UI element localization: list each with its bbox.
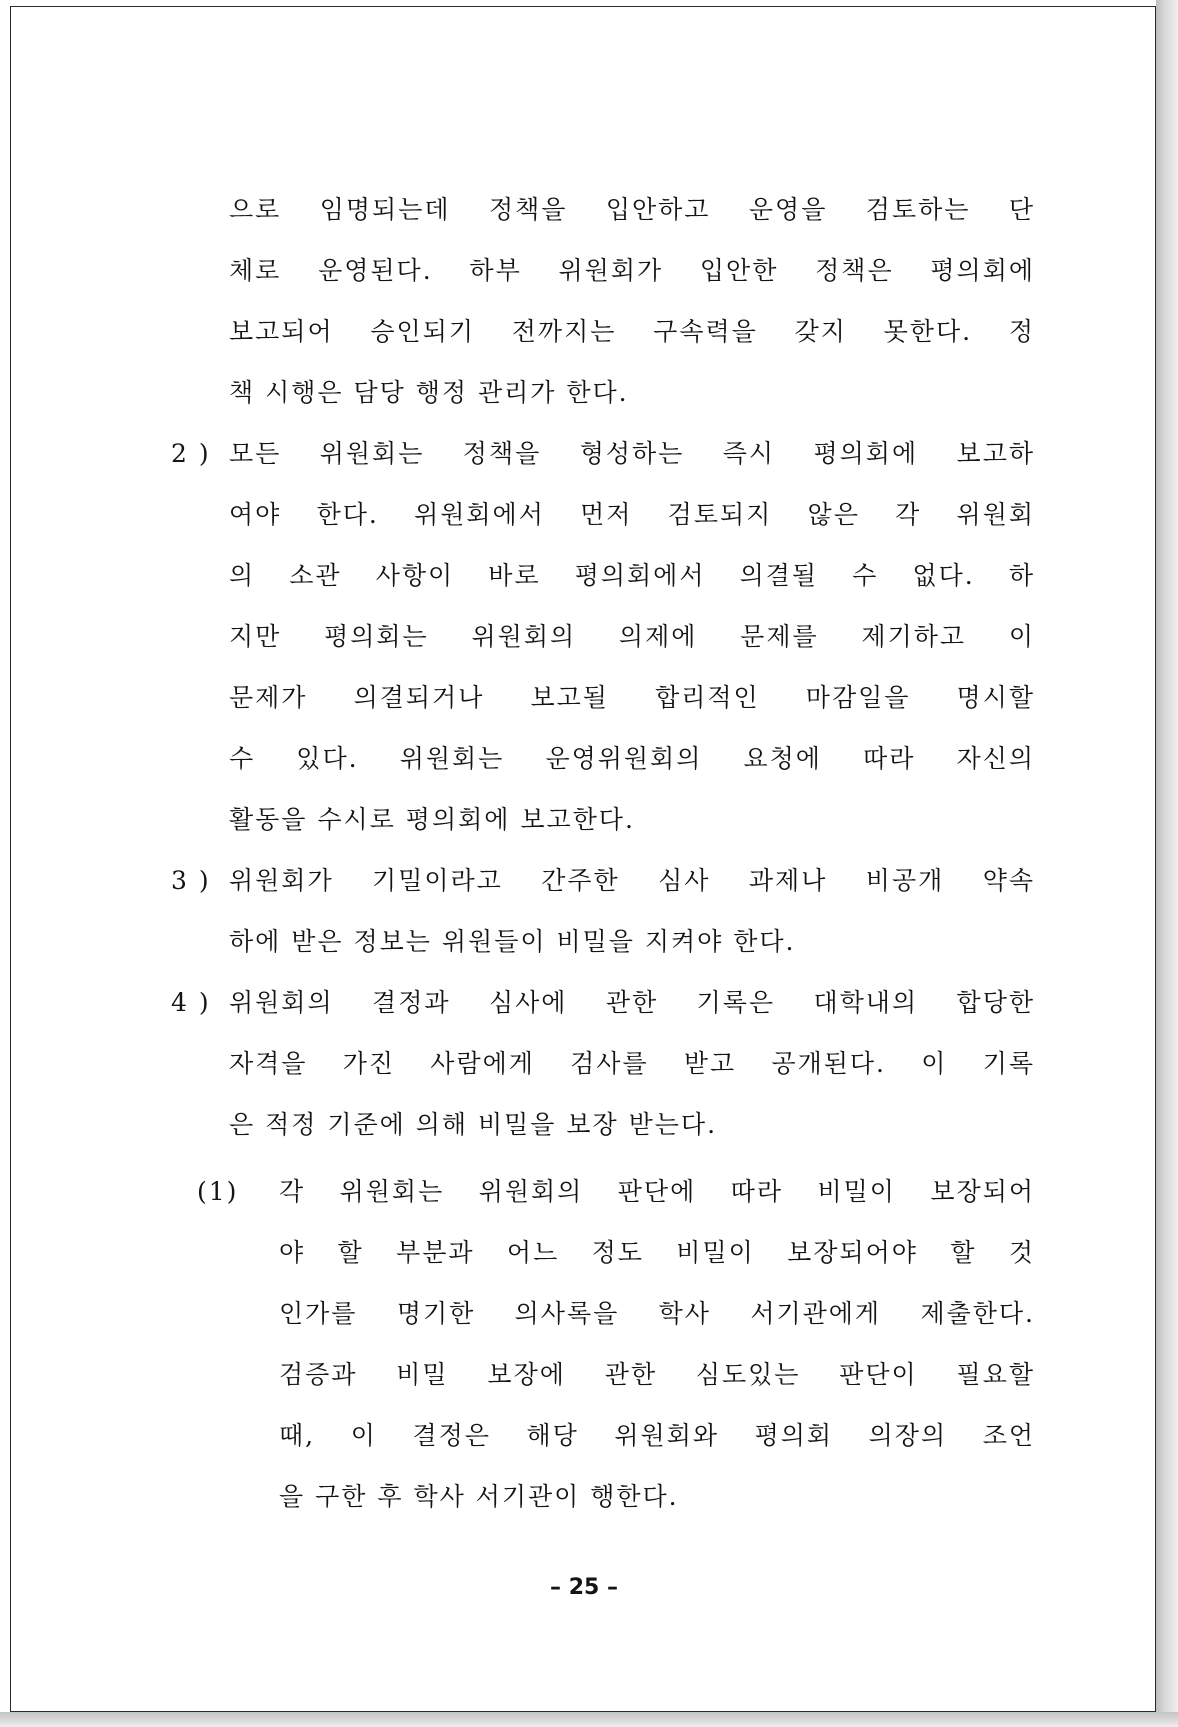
paragraph-line: 여야 한다. 위원회에서 먼저 검토되지 않은 각 위원회	[229, 500, 1035, 529]
paragraph-line: 때, 이 결정은 해당 위원회와 평의회 의장의 조언	[279, 1421, 1035, 1450]
subitem-marker-1: (1)	[197, 1177, 239, 1206]
paragraph-line: 체로 운영된다. 하부 위원회가 입안한 정책은 평의회에	[229, 256, 1035, 285]
paragraph-line: 각 위원회는 위원회의 판단에 따라 비밀이 보장되어	[279, 1177, 1035, 1206]
paragraph-line: 으로 임명되는데 정책을 입안하고 운영을 검토하는 단	[229, 195, 1035, 224]
paragraph-line: 은 적정 기준에 의해 비밀을 보장 받는다.	[229, 1110, 718, 1139]
paragraph-line: 지만 평의회는 위원회의 의제에 문제를 제기하고 이	[229, 622, 1035, 651]
paragraph-line: 모든 위원회는 정책을 형성하는 즉시 평의회에 보고하	[229, 439, 1035, 468]
paragraph-line: 위원회의 결정과 심사에 관한 기록은 대학내의 합당한	[229, 988, 1035, 1017]
paragraph-line: 을 구한 후 학사 서기관이 행한다.	[279, 1482, 679, 1511]
page-text	[11, 7, 1157, 1713]
document-page	[10, 6, 1156, 1712]
paragraph-line: 문제가 의결되거나 보고될 합리적인 마감일을 명시할	[229, 683, 1035, 712]
page-shadow-right	[1156, 0, 1178, 1727]
item-marker-4: 4 )	[171, 988, 211, 1017]
paragraph-line: 하에 받은 정보는 위원들이 비밀을 지켜야 한다.	[229, 927, 796, 956]
paragraph-line: 수 있다. 위원회는 운영위원회의 요청에 따라 자신의	[229, 744, 1035, 773]
paragraph-line: 인가를 명기한 의사록을 학사 서기관에게 제출한다.	[279, 1299, 1035, 1328]
paragraph-line: 보고되어 승인되기 전까지는 구속력을 갖지 못한다. 정	[229, 317, 1035, 346]
paragraph-line: 야 할 부분과 어느 정도 비밀이 보장되어야 할 것	[279, 1238, 1035, 1267]
item-marker-3: 3 )	[171, 866, 211, 895]
paragraph-line: 검증과 비밀 보장에 관한 심도있는 판단이 필요할	[279, 1360, 1035, 1389]
page-shadow-bottom	[0, 1712, 1178, 1727]
page-number: – 25 –	[550, 1575, 618, 1600]
paragraph-line: 의 소관 사항이 바로 평의회에서 의결될 수 없다. 하	[229, 561, 1035, 590]
item-marker-2: 2 )	[171, 439, 211, 468]
paragraph-line: 활동을 수시로 평의회에 보고한다.	[229, 805, 635, 834]
paragraph-line: 책 시행은 담당 행정 관리가 한다.	[229, 378, 629, 407]
paragraph-line: 위원회가 기밀이라고 간주한 심사 과제나 비공개 약속	[229, 866, 1035, 895]
paragraph-line: 자격을 가진 사람에게 검사를 받고 공개된다. 이 기록	[229, 1049, 1035, 1078]
